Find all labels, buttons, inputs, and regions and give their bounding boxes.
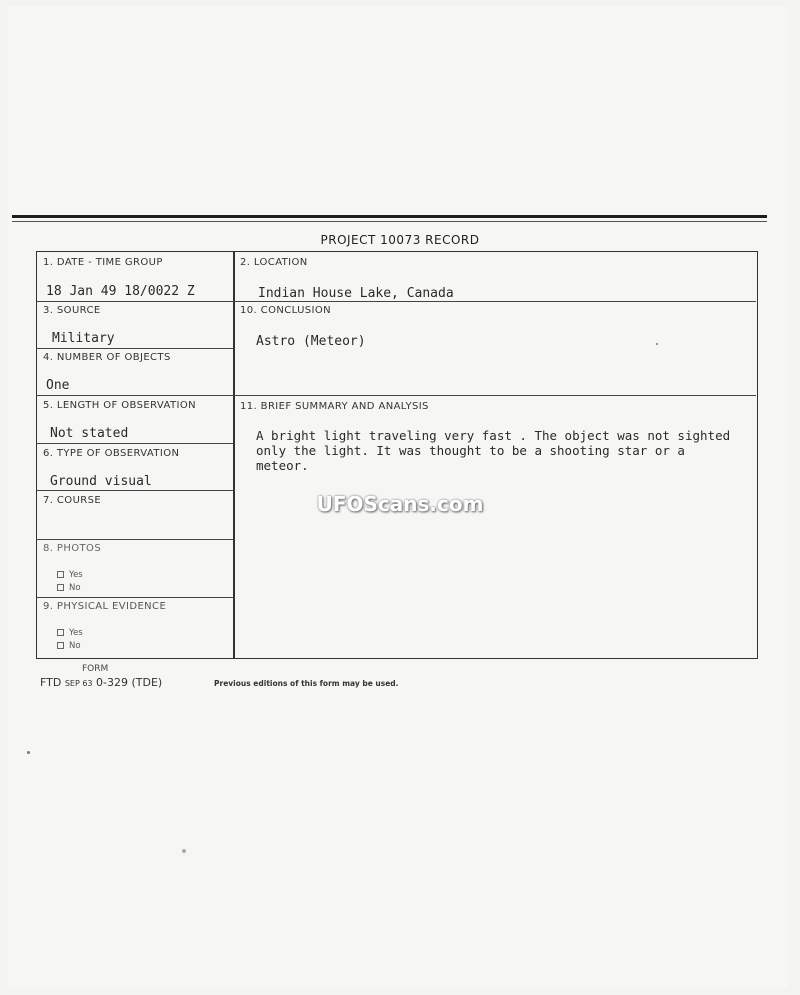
form-number: 0-329 (TDE) <box>96 676 163 689</box>
type-of-observation-label: 6. TYPE OF OBSERVATION <box>43 448 180 459</box>
brief-summary-label: 11. BRIEF SUMMARY AND ANALYSIS <box>240 401 429 412</box>
top-rule-thin <box>12 221 767 222</box>
length-of-observation-label: 5. LENGTH OF OBSERVATION <box>43 400 196 411</box>
physical-evidence-label: 9. PHYSICAL EVIDENCE <box>43 601 167 612</box>
option-label: Yes <box>69 570 83 580</box>
number-of-objects-value: One <box>46 378 70 393</box>
physical-evidence-yes-option <box>57 628 83 638</box>
checkbox-icon <box>57 584 64 591</box>
checkbox-icon <box>57 571 64 578</box>
row-divider <box>36 301 756 302</box>
photos-yes-option <box>57 570 83 580</box>
page-title: PROJECT 10073 RECORD <box>320 233 480 247</box>
checkbox-icon <box>57 629 64 636</box>
scan-speck <box>656 343 658 345</box>
source-label: 3. SOURCE <box>43 305 101 316</box>
form-word: FORM <box>82 664 109 674</box>
row-divider <box>36 348 234 349</box>
length-of-observation-value: Not stated <box>50 426 129 441</box>
date-time-label: 1. DATE - TIME GROUP <box>43 257 163 268</box>
location-label: 2. LOCATION <box>240 257 308 268</box>
course-label: 7. COURSE <box>43 495 102 506</box>
row-divider <box>36 490 234 491</box>
source-value: Military <box>52 331 115 346</box>
scan-speck <box>27 751 30 754</box>
row-divider <box>36 395 756 396</box>
form-id <box>40 676 162 689</box>
watermark: UFOScans.com <box>316 492 484 516</box>
option-label: No <box>69 583 81 593</box>
physical-evidence-no-option <box>57 641 81 651</box>
row-divider <box>36 597 234 598</box>
conclusion-value: Astro (Meteor) <box>256 334 366 349</box>
option-label: Yes <box>69 628 83 638</box>
form-prefix: FTD <box>40 676 62 689</box>
form-note: Previous editions of this form may be used. <box>214 679 399 688</box>
summary-line: only the light. It was thought to be a shooting star or a <box>256 443 685 458</box>
conclusion-label: 10. CONCLUSION <box>240 305 332 316</box>
number-of-objects-label: 4. NUMBER OF OBJECTS <box>43 352 171 363</box>
checkbox-icon <box>57 642 64 649</box>
type-of-observation-value: Ground visual <box>50 474 152 489</box>
photos-label: 8. PHOTOS <box>43 543 102 554</box>
row-divider <box>36 443 234 444</box>
option-label: No <box>69 641 81 651</box>
brief-summary-text <box>256 428 776 473</box>
top-rule <box>12 215 767 218</box>
location-value: Indian House Lake, Canada <box>258 286 454 301</box>
photos-no-option <box>57 583 81 593</box>
summary-line: meteor. <box>256 458 309 473</box>
date-time-value: 18 Jan 49 18/0022 Z <box>46 284 195 299</box>
row-divider <box>36 539 234 540</box>
form-date: SEP 63 <box>64 679 93 688</box>
scan-speck <box>182 849 186 853</box>
summary-line: A bright light traveling very fast . The object was not sighted <box>256 428 731 443</box>
